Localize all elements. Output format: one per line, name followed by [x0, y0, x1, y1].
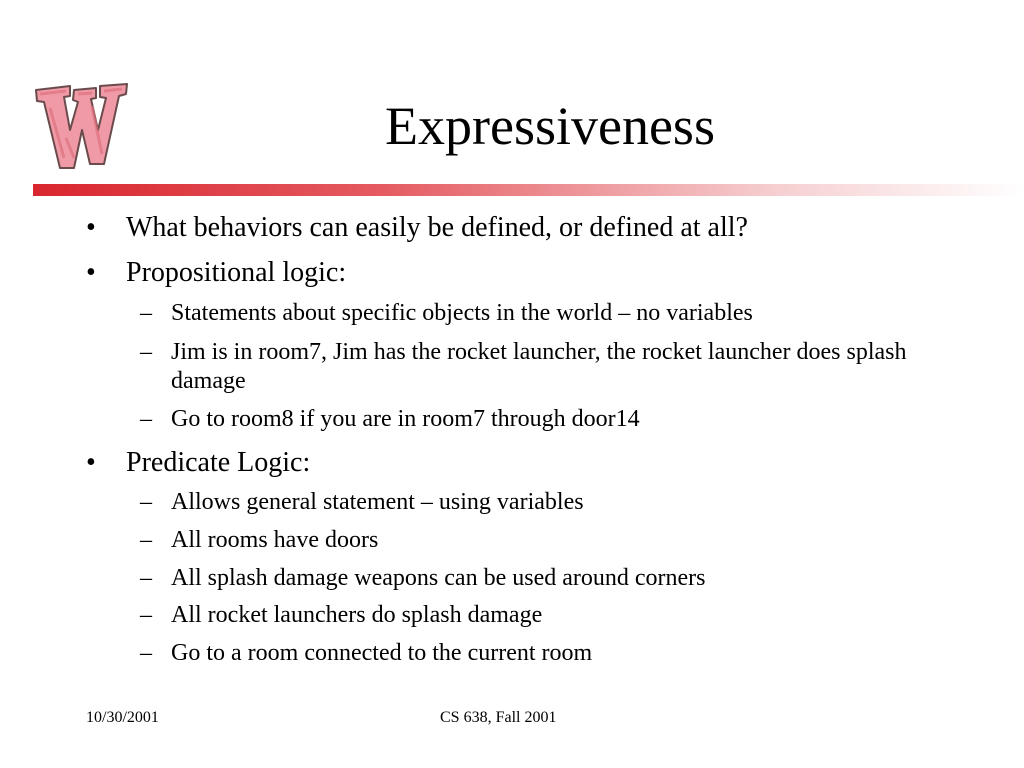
bullet-text: What behaviors can easily be defined, or defined at all?	[126, 212, 748, 243]
dash-mark: –	[140, 300, 152, 326]
dash-mark: –	[140, 489, 152, 515]
sub-bullet-text: Go to a room connected to the current room	[171, 640, 593, 666]
dash-mark: –	[140, 565, 152, 591]
sub-bullet-text: All rooms have doors	[171, 527, 379, 553]
sub-bullet-text: Allows general statement – using variables	[171, 489, 584, 515]
sub-bullet-text: Statements about specific objects in the world – no variables	[171, 300, 753, 326]
sub-bullet-text: Go to room8 if you are in room7 through door14	[171, 406, 640, 432]
sub-bullet-text: Jim is in room7, Jim has the rocket launcher, the rocket launcher does splash damage	[171, 339, 907, 394]
bullet-mark: •	[86, 257, 96, 288]
bullet-text: Predicate Logic:	[126, 447, 311, 478]
sub-bullet-text: All splash damage weapons can be used around corners	[171, 565, 706, 591]
dash-mark: –	[140, 339, 152, 365]
bullet-mark: •	[86, 447, 96, 478]
footer-date: 10/30/2001	[86, 709, 159, 726]
dash-mark: –	[140, 602, 152, 628]
dash-mark: –	[140, 640, 152, 666]
bullet-mark: •	[86, 212, 96, 243]
dash-mark: –	[140, 527, 152, 553]
bullet-text: Propositional logic:	[126, 257, 347, 288]
sub-bullet-text: All rocket launchers do splash damage	[171, 602, 543, 628]
footer-course: CS 638, Fall 2001	[440, 709, 557, 726]
slide-title: Expressiveness	[385, 96, 715, 156]
dash-mark: –	[140, 406, 152, 432]
